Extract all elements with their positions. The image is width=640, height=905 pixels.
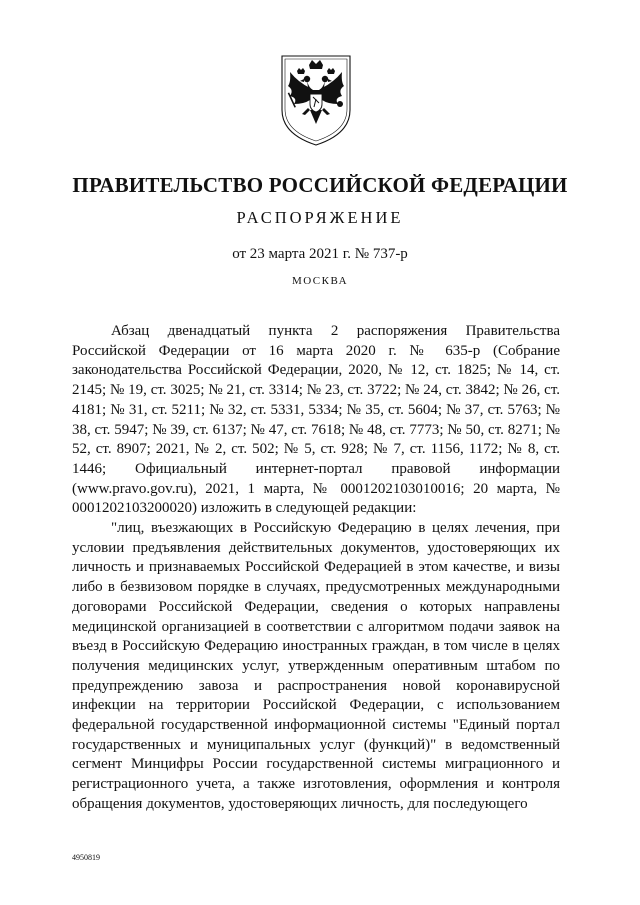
document-city: МОСКВА <box>291 275 349 287</box>
document-date-number: от 23 марта 2021 г. № 737-р <box>232 246 408 262</box>
government-title: ПРАВИТЕЛЬСТВО РОССИЙСКОЙ ФЕДЕРАЦИИ <box>72 173 568 197</box>
russian-coat-of-arms-icon <box>278 52 354 148</box>
document-type: РАСПОРЯЖЕНИЕ <box>236 208 404 227</box>
document-body <box>72 322 560 815</box>
document-id: 4950819 <box>72 853 100 862</box>
coat-of-arms-emblem <box>278 52 354 148</box>
body-paragraph: Абзац двенадцатый пункта 2 распоряжения Правительства Российской Федерации от 16 марта 2020 г. № 635-р (Собрание законодательства Российской Федерации, 2020, № 12, ст. 1825; № 14, ст. 2145; № 19, ст. 3025; № 21, ст. 3314; № 23, ст. 3722; № 24, ст. 3842; № 26, ст. 4181; № 31, ст. 5211; № 32, ст. 5331, 5334; № 35, ст. 5604; № 37, ст. 5763; № 38, ст. 5947; № 39, ст. 6137; № 47, ст. 7618; № 48, ст. 7773; № 50, ст. 8271; № 52, ст. 8907; 2021, № 2, ст. 502; № 5, ст. 928; № 7, ст. 1156, 1172; № 8, ст. 1446; Официальный интернет-портал правовой информации (www.pravo.gov.ru), 2021, 1 марта, № 0001202103010016; 20 марта, № 0001202103200020) изложить в следующей редакции: <box>72 323 560 517</box>
body-paragraph: "лиц, въезжающих в Российскую Федерацию в целях лечения, при условии предъявления действительных документов, удостоверяющих их личность и признаваемых Российской Федерацией в этом качестве, и визы либо в безвизовом порядке в случаях, предусмотренных международными договорами Российской Федерации, сведения о которых направлены медицинской организацией в соответствии с алгоритмом подачи заявок на въезд в Российскую Федерацию иностранных граждан, в том числе в целях получения медицинских услуг, утвержденным оперативным штабом по предупреждению завоза и распространения новой коронавирусной инфекции на территории Российской Федерации, с использованием федеральной государственной информационной системы "Единый портал государственных и муниципальных услуг (функций)" в ведомственный сегмент Минцифры России государственной системы миграционного и регистрационного учета, а также изготовления, оформления и контроля обращения документов, удостоверяющих личность, для последующего <box>72 520 560 812</box>
